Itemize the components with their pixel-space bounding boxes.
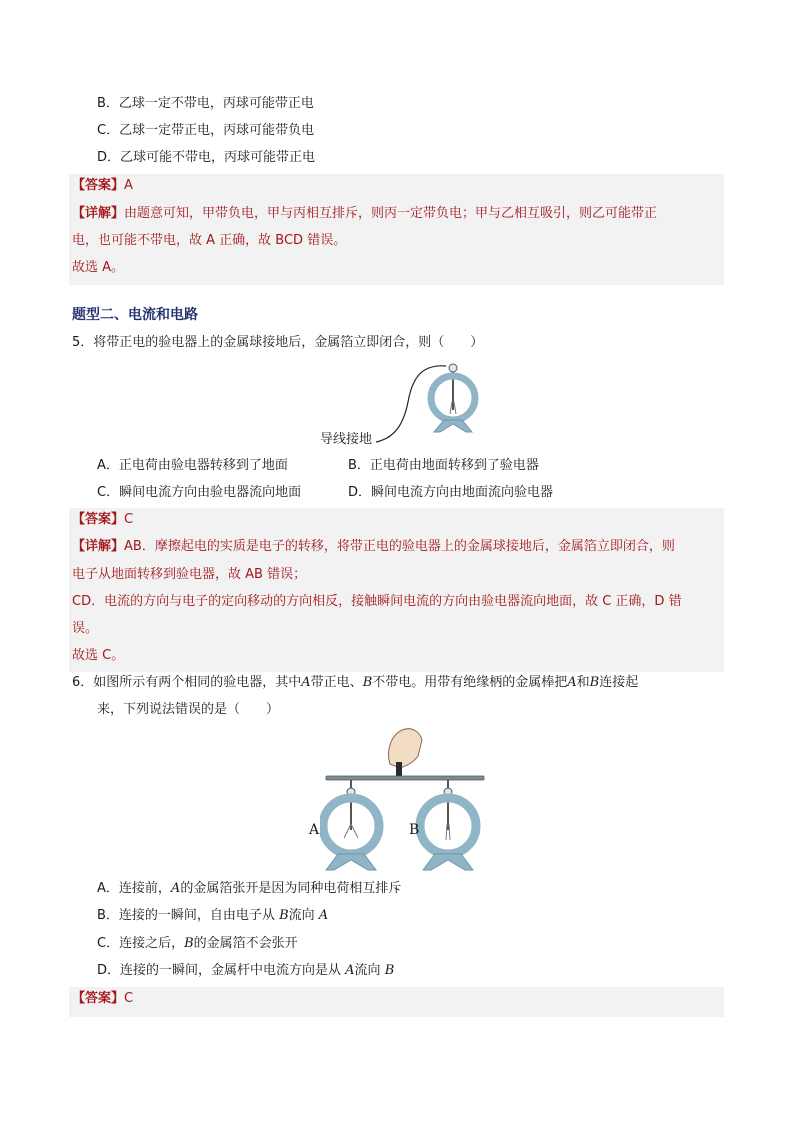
base-b: [423, 854, 473, 870]
electroscope-base: [434, 420, 472, 432]
q5-answer: 【答案】C: [72, 512, 134, 527]
q6-option-c: C．连接之后，B的金属箔不会张开: [97, 936, 298, 951]
q6-option-d: D．连接的一瞬间，金属杆中电流方向是从 A流向 B: [97, 963, 395, 978]
q5-option-c: C．瞬间电流方向由验电器流向地面: [97, 485, 302, 500]
metal-bar: [326, 776, 484, 780]
q4-option-c: C．乙球一定带正电，丙球可能带负电: [97, 123, 315, 138]
q6-answer-box: [69, 987, 724, 1017]
q5-answer-box: [69, 508, 724, 672]
base-a: [326, 854, 376, 870]
metal-ball: [449, 364, 457, 372]
q5-detail-line4: 误。: [72, 621, 99, 636]
hand-icon: [389, 729, 423, 768]
q5-option-b: B．正电荷由地面转移到了验电器: [348, 458, 539, 473]
q4-option-b: B．乙球一定不带电，丙球可能带正电: [97, 96, 314, 111]
q5-detail-line1: 【详解】AB．摩擦起电的实质是电子的转移，将带正电的验电器上的金属球接地后，金属箔立即闭合，则: [72, 539, 675, 554]
q6-stem-line2: 来，下列说法错误的是（ ）: [97, 702, 280, 717]
q5-detail-line3: CD．电流的方向与电子的定向移动的方向相反，接触瞬间电流的方向由验电器流向地面，故 C 正确，D 错: [72, 594, 682, 609]
leaf-a-right: [351, 824, 358, 838]
q5-conclusion: 故选 C。: [72, 648, 125, 663]
insulated-handle: [396, 762, 402, 778]
q5-detail-line2: 电子从地面转移到验电器，故 AB 错误；: [72, 567, 307, 582]
q6-figure-label-a: A: [309, 822, 320, 838]
leaf-a-left: [344, 824, 351, 838]
q6-option-a: A．连接前，A的金属箔张开是因为同种电荷相互排斥: [97, 881, 402, 896]
q5-stem: 5．将带正电的验电器上的金属球接地后，金属箔立即闭合，则（ ）: [72, 335, 484, 350]
leaf-b-left: [446, 824, 447, 840]
q4-answer: 【答案】A: [72, 178, 133, 193]
q6-option-b: B．连接的一瞬间，自由电子从 B流向 A: [97, 908, 329, 923]
q6-electroscopes-figure: [320, 726, 490, 874]
q5-figure-label: 导线接地: [320, 432, 373, 447]
q6-stem-line1: 6．如图所示有两个相同的验电器，其中A带正电、B不带电。用带有绝缘柄的金属棒把A和B连接起: [72, 675, 639, 690]
q4-detail-line2: 电，也可能不带电，故 A 正确，故 BCD 错误。: [72, 233, 347, 248]
q6-figure-label-b: B: [409, 822, 420, 838]
q5-option-d: D．瞬间电流方向由地面流向验电器: [348, 485, 554, 500]
q6-answer: 【答案】C: [72, 991, 134, 1006]
q4-option-d: D．乙球可能不带电，丙球可能带正电: [97, 150, 316, 165]
q4-conclusion: 故选 A。: [72, 260, 125, 275]
leaf-right: [454, 402, 456, 414]
leaf-b-right: [449, 824, 450, 840]
q4-detail-line1: 【详解】由题意可知，甲带负电，甲与丙相互排斥，则丙一定带负电；甲与乙相互吸引，则乙可能带正: [72, 206, 658, 221]
leaf-left: [450, 402, 452, 414]
section-title: 题型二、电流和电路: [72, 307, 198, 323]
q4-answer-box: [69, 174, 724, 285]
q5-option-a: A．正电荷由验电器转移到了地面: [97, 458, 288, 473]
